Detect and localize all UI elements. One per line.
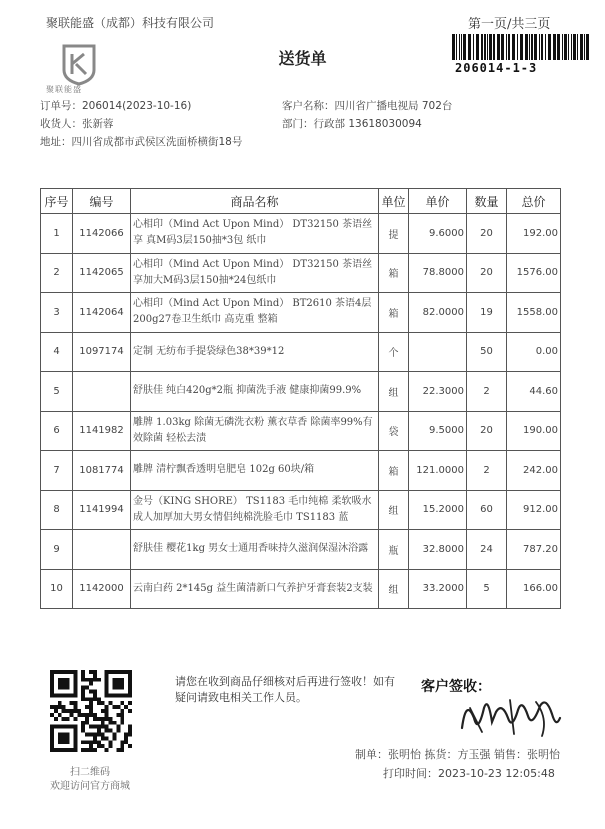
row-name: 雕牌 1.03kg 除菌无磷洗衣粉 薰衣草香 除菌率99%有效除菌 轻松去渍: [131, 411, 379, 451]
row-seq: 1: [41, 214, 73, 254]
row-price: 9.5000: [409, 411, 467, 451]
department: 部门：行政部 13618030094: [282, 118, 422, 130]
row-unit: 个: [379, 332, 409, 372]
print-time: 打印时间：2023-10-23 12:05:48: [383, 767, 555, 780]
row-unit: 组: [379, 569, 409, 609]
row-unit: 袋: [379, 411, 409, 451]
page-info: 第一页/共三页: [468, 17, 551, 32]
row-qty: 50: [467, 332, 507, 372]
handwritten-signature: [452, 688, 568, 744]
row-price: 33.2000: [409, 569, 467, 609]
row-total: 0.00: [507, 332, 561, 372]
row-qty: 5: [467, 569, 507, 609]
row-qty: 20: [467, 253, 507, 293]
header-seq: 序号: [41, 189, 73, 214]
row-code: 1141994: [73, 490, 131, 530]
row-code: 1142066: [73, 214, 131, 254]
row-unit: 箱: [379, 293, 409, 333]
header-total: 总价: [507, 189, 561, 214]
row-seq: 5: [41, 372, 73, 412]
row-seq: 10: [41, 569, 73, 609]
row-name: 心相印（Mind Act Upon Mind） DT32150 茶语丝享加大M码3层150抽*24包纸巾: [131, 253, 379, 293]
table-row: [41, 372, 561, 412]
row-price: 82.0000: [409, 293, 467, 333]
row-name: 心相印（Mind Act Upon Mind） DT32150 茶语丝享 真M码3层150抽*3包 纸巾: [131, 214, 379, 254]
row-total: 912.00: [507, 490, 561, 530]
row-qty: 24: [467, 530, 507, 570]
row-name: 云南白药 2*145g 益生菌清新口气养护牙膏套装2支装: [131, 569, 379, 609]
row-seq: 6: [41, 411, 73, 451]
row-total: 192.00: [507, 214, 561, 254]
row-unit: 箱: [379, 253, 409, 293]
table-row: [41, 451, 561, 491]
row-price: 78.8000: [409, 253, 467, 293]
row-seq: 3: [41, 293, 73, 333]
row-qty: 60: [467, 490, 507, 530]
row-price: [409, 332, 467, 372]
row-total: 190.00: [507, 411, 561, 451]
table-row: [41, 253, 561, 293]
row-seq: 8: [41, 490, 73, 530]
document-title: 送货单: [278, 49, 327, 68]
row-code: 1141982: [73, 411, 131, 451]
row-unit: 瓶: [379, 530, 409, 570]
row-price: 9.6000: [409, 214, 467, 254]
row-seq: 2: [41, 253, 73, 293]
row-unit: 箱: [379, 451, 409, 491]
order-number: 订单号：206014(2023-10-16): [40, 100, 192, 112]
customer-name: 客户名称：四川省广播电视局 702台: [282, 100, 453, 112]
row-code: [73, 530, 131, 570]
row-total: 166.00: [507, 569, 561, 609]
header-price: 单价: [409, 189, 467, 214]
row-qty: 20: [467, 214, 507, 254]
row-seq: 7: [41, 451, 73, 491]
row-name: 金号（KING SHORE） TS1183 毛巾纯棉 柔软吸水成人加厚加大男女情侣纯棉洗脸毛巾 TS1183 蓝: [131, 490, 379, 530]
receiver: 收货人：张新蓉: [40, 118, 114, 130]
barcode: [452, 34, 590, 60]
row-total: 1558.00: [507, 293, 561, 333]
row-total: 1576.00: [507, 253, 561, 293]
row-total: 44.60: [507, 372, 561, 412]
staff-info: 制单：张明怡 拣货：方玉强 销售：张明怡: [355, 748, 560, 761]
header-unit: 单位: [379, 189, 409, 214]
row-name: 舒肤佳 樱花1kg 男女士通用香味持久滋润保湿沐浴露: [131, 530, 379, 570]
header-code: 编号: [73, 189, 131, 214]
row-unit: 组: [379, 490, 409, 530]
row-price: 15.2000: [409, 490, 467, 530]
row-qty: 2: [467, 451, 507, 491]
table-row: [41, 332, 561, 372]
table-row: [41, 569, 561, 609]
row-total: 242.00: [507, 451, 561, 491]
sign-label: 客户签收：: [421, 679, 491, 695]
row-code: 1097174: [73, 332, 131, 372]
row-qty: 19: [467, 293, 507, 333]
row-qty: 2: [467, 372, 507, 412]
items-table: [40, 188, 561, 609]
table-row: [41, 214, 561, 254]
table-header-row: [41, 189, 561, 214]
header-qty: 数量: [467, 189, 507, 214]
row-price: 22.3000: [409, 372, 467, 412]
row-code: 1142064: [73, 293, 131, 333]
barcode-number: 206014-1-3: [455, 61, 538, 75]
row-name: 心相印（Mind Act Upon Mind） BT2610 茶语4层200g27卷卫生纸巾 高克重 整箱: [131, 293, 379, 333]
table-row: [41, 490, 561, 530]
row-name: 雕牌 清柠飘香透明皂肥皂 102g 60块/箱: [131, 451, 379, 491]
row-code: [73, 372, 131, 412]
row-code: 1142000: [73, 569, 131, 609]
row-seq: 9: [41, 530, 73, 570]
table-row: [41, 293, 561, 333]
row-unit: 组: [379, 372, 409, 412]
row-price: 121.0000: [409, 451, 467, 491]
row-name: 定制 无纺布手提袋绿色38*39*12: [131, 332, 379, 372]
logo-text: 聚联能盛: [46, 85, 82, 94]
row-code: 1142065: [73, 253, 131, 293]
row-name: 舒肤佳 纯白420g*2瓶 抑菌洗手液 健康抑菌99.9%: [131, 372, 379, 412]
receipt-notice: 请您在收到商品仔细核对后再进行签收！如有疑问请致电相关工作人员。: [175, 675, 395, 704]
row-qty: 20: [467, 411, 507, 451]
row-unit: 提: [379, 214, 409, 254]
company-name: 聚联能盛（成都）科技有限公司: [46, 16, 215, 30]
qr-caption: 扫二维码 欢迎访问官方商城: [50, 767, 130, 792]
row-price: 32.8000: [409, 530, 467, 570]
table-row: [41, 530, 561, 570]
row-seq: 4: [41, 332, 73, 372]
address: 地址：四川省成都市武侯区洗面桥横街18号: [40, 136, 243, 148]
header-name: 商品名称: [131, 189, 379, 214]
row-code: 1081774: [73, 451, 131, 491]
table-row: [41, 411, 561, 451]
qr-code: [50, 670, 132, 752]
row-total: 787.20: [507, 530, 561, 570]
